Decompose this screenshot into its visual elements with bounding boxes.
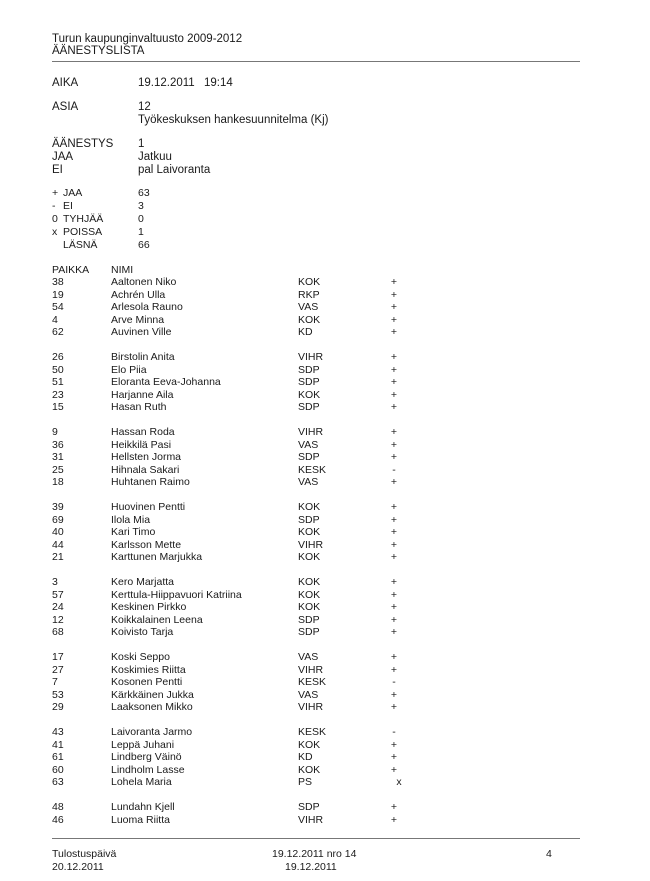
- total-value: 66: [138, 239, 150, 251]
- seat-number: 4: [52, 313, 58, 326]
- member-row: [52, 539, 552, 552]
- member-row: [52, 689, 552, 702]
- vote-mark: +: [390, 426, 398, 438]
- party: VAS: [298, 301, 319, 313]
- party: KESK: [298, 463, 327, 476]
- member-row: [52, 739, 552, 752]
- seat-number: 21: [52, 551, 64, 563]
- member-name: Kari Timo: [111, 526, 156, 538]
- member-name: Elo Piia: [111, 363, 147, 376]
- member-name: Laivoranta Jarmo: [111, 726, 193, 738]
- member-name: Auvinen Ville: [111, 326, 172, 338]
- total-label: JAA: [63, 187, 83, 199]
- ei-label: EI: [52, 164, 63, 176]
- vote-mark: +: [390, 401, 398, 413]
- member-name: Kärkkäinen Jukka: [111, 688, 194, 701]
- member-name: Huovinen Pentti: [111, 501, 186, 513]
- seat-number: 31: [52, 451, 64, 463]
- member-row: [52, 514, 552, 527]
- member-row: [52, 376, 552, 389]
- seat-number: 53: [52, 688, 64, 701]
- header-divider: [52, 61, 580, 62]
- party: KOK: [298, 763, 321, 776]
- party: SDP: [298, 376, 320, 388]
- member-name: Keskinen Pirkko: [111, 601, 187, 613]
- vote-mark: +: [390, 551, 398, 563]
- member-name: Hellsten Jorma: [111, 451, 182, 463]
- member-row: [52, 289, 552, 302]
- vote-mark: +: [390, 501, 398, 513]
- seat-number: 18: [52, 476, 64, 488]
- party: VAS: [298, 476, 319, 488]
- member-row: [52, 551, 552, 564]
- vote-mark: +: [390, 588, 398, 601]
- vote-mark: +: [390, 601, 398, 613]
- member-row: [52, 701, 552, 714]
- member-group: [52, 501, 552, 564]
- member-name: Karttunen Marjukka: [111, 551, 203, 563]
- party: KD: [298, 751, 313, 763]
- vote-mark: +: [390, 526, 398, 538]
- member-name: Eloranta Eeva-Johanna: [111, 376, 221, 388]
- aika-date: 19.12.2011: [138, 77, 195, 89]
- member-row: [52, 314, 552, 327]
- total-row: [52, 239, 252, 252]
- vote-mark: +: [390, 813, 398, 826]
- member-name: Hihnala Sakari: [111, 463, 180, 476]
- vote-mark: +: [390, 751, 398, 763]
- member-row: [52, 614, 552, 627]
- seat-number: 24: [52, 601, 64, 613]
- seat-number: 62: [52, 326, 64, 338]
- seat-number: 19: [52, 288, 64, 301]
- total-label: POISSA: [63, 226, 103, 238]
- vote-mark: +: [390, 288, 398, 301]
- vote-mark: +: [390, 276, 398, 288]
- party: VIHR: [298, 538, 324, 551]
- seat-number: 39: [52, 501, 64, 513]
- member-row: [52, 664, 552, 677]
- vote-mark: +: [390, 663, 398, 676]
- member-name: Koivisto Tarja: [111, 626, 174, 638]
- total-row: [52, 213, 252, 226]
- party: SDP: [298, 451, 320, 463]
- ei-value: pal Laivoranta: [138, 164, 211, 176]
- seat-number: 54: [52, 301, 64, 313]
- vote-mark: +: [390, 801, 398, 813]
- member-row: [52, 726, 552, 739]
- member-row: [52, 276, 552, 289]
- member-name: Kerttula-Hiippavuori Katriina: [111, 588, 242, 601]
- paikka-header: PAIKKA: [52, 264, 90, 276]
- vote-mark: +: [390, 513, 398, 526]
- party: RKP: [298, 288, 320, 301]
- member-name: Koskimies Riitta: [111, 663, 186, 676]
- member-row: [52, 676, 552, 689]
- member-group: [52, 276, 552, 339]
- vote-mark: +: [390, 738, 398, 751]
- member-name: Leppä Juhani: [111, 738, 175, 751]
- member-name: Birstolin Anita: [111, 351, 175, 363]
- jaa-value: Jatkuu: [138, 151, 172, 163]
- total-value: 3: [138, 200, 144, 212]
- seat-number: 29: [52, 701, 64, 713]
- vote-mark: +: [390, 538, 398, 551]
- seat-number: 61: [52, 751, 64, 763]
- total-value: 1: [138, 226, 144, 238]
- member-row: [52, 776, 552, 789]
- aika-time: 19:14: [204, 77, 233, 89]
- seat-number: 68: [52, 626, 64, 638]
- member-name: Arve Minna: [111, 313, 165, 326]
- party: KOK: [298, 551, 321, 563]
- party: SDP: [298, 401, 320, 413]
- member-row: [52, 389, 552, 402]
- member-row: [52, 426, 552, 439]
- vote-mark: +: [390, 613, 398, 626]
- party: SDP: [298, 613, 320, 626]
- total-sign: +: [52, 187, 59, 199]
- member-group: [52, 576, 552, 639]
- vote-mark: +: [390, 701, 398, 713]
- seat-number: 43: [52, 726, 64, 738]
- member-row: [52, 576, 552, 589]
- total-label: EI: [63, 200, 73, 212]
- vote-mark: -: [392, 463, 396, 476]
- member-row: [52, 476, 552, 489]
- member-name: Karlsson Mette: [111, 538, 182, 551]
- aika-label: AIKA: [52, 77, 79, 89]
- vote-mark: +: [390, 351, 398, 363]
- member-row: [52, 651, 552, 664]
- member-name: Laaksonen Mikko: [111, 701, 193, 713]
- vote-mark: +: [390, 301, 398, 313]
- seat-number: 9: [52, 426, 58, 438]
- total-sign: 0: [52, 213, 58, 225]
- party: KOK: [298, 601, 321, 613]
- vote-mark: +: [390, 438, 398, 451]
- member-group: [52, 426, 552, 489]
- seat-number: 27: [52, 663, 64, 676]
- party: KOK: [298, 313, 321, 326]
- seat-number: 26: [52, 351, 64, 363]
- footer-print-date: 20.12.2011: [52, 861, 104, 873]
- vote-mark: +: [390, 763, 398, 776]
- party: KOK: [298, 738, 321, 751]
- member-row: [52, 601, 552, 614]
- member-name: Arlesola Rauno: [111, 301, 183, 313]
- party: SDP: [298, 363, 320, 376]
- total-value: 0: [138, 213, 144, 225]
- party: KOK: [298, 526, 321, 538]
- total-row: [52, 200, 252, 213]
- seat-number: 46: [52, 813, 64, 826]
- member-row: [52, 439, 552, 452]
- member-row: [52, 351, 552, 364]
- total-sign: -: [52, 200, 56, 212]
- total-label: LÄSNÄ: [63, 239, 98, 251]
- party: VIHR: [298, 426, 324, 438]
- member-name: Lindholm Lasse: [111, 763, 185, 776]
- vote-mark: x: [396, 776, 402, 788]
- member-row: [52, 764, 552, 777]
- aanestys-value: 1: [138, 138, 145, 150]
- member-name: Lindberg Väinö: [111, 751, 182, 763]
- member-row: [52, 451, 552, 464]
- seat-number: 60: [52, 763, 64, 776]
- member-group: [52, 351, 552, 414]
- seat-number: 3: [52, 576, 58, 588]
- member-name: Kosonen Pentti: [111, 676, 183, 688]
- vote-mark: +: [390, 451, 398, 463]
- seat-number: 36: [52, 438, 64, 451]
- seat-number: 63: [52, 776, 64, 788]
- seat-number: 23: [52, 388, 64, 401]
- total-row: [52, 226, 252, 239]
- vote-mark: +: [390, 651, 398, 663]
- seat-number: 7: [52, 676, 58, 688]
- party: KOK: [298, 588, 321, 601]
- party: VIHR: [298, 813, 324, 826]
- footer-session: 19.12.2011 nro 14: [272, 848, 357, 860]
- party: KOK: [298, 576, 321, 588]
- party: SDP: [298, 513, 320, 526]
- party: SDP: [298, 626, 320, 638]
- seat-number: 12: [52, 613, 64, 626]
- party: VIHR: [298, 663, 324, 676]
- jaa-label: JAA: [52, 151, 74, 163]
- total-label: TYHJÄÄ: [63, 213, 104, 225]
- seat-number: 41: [52, 738, 64, 751]
- member-name: Ilola Mia: [111, 513, 151, 526]
- seat-number: 25: [52, 463, 64, 476]
- member-row: [52, 526, 552, 539]
- total-row: [52, 187, 252, 200]
- member-name: Kero Marjatta: [111, 576, 175, 588]
- footer-label: Tulostuspäivä: [52, 848, 117, 860]
- member-row: [52, 801, 552, 814]
- member-name: Aaltonen Niko: [111, 276, 177, 288]
- total-value: 63: [138, 187, 150, 199]
- party: SDP: [298, 801, 320, 813]
- member-row: [52, 589, 552, 602]
- party: VAS: [298, 651, 319, 663]
- party: VIHR: [298, 701, 324, 713]
- member-row: [52, 626, 552, 639]
- vote-mark: +: [390, 313, 398, 326]
- party: PS: [298, 776, 313, 788]
- member-group: [52, 801, 552, 826]
- member-row: [52, 364, 552, 377]
- vote-mark: -: [392, 726, 396, 738]
- seat-number: 15: [52, 401, 64, 413]
- seat-number: 50: [52, 363, 64, 376]
- vote-mark: +: [390, 576, 398, 588]
- party: KESK: [298, 726, 327, 738]
- member-row: [52, 301, 552, 314]
- member-name: Lundahn Kjell: [111, 801, 175, 813]
- member-row: [52, 814, 552, 827]
- member-row: [52, 501, 552, 514]
- member-name: Hasan Ruth: [111, 401, 167, 413]
- party: KOK: [298, 501, 321, 513]
- vote-mark: +: [390, 326, 398, 338]
- member-group: [52, 651, 552, 714]
- member-name: Huhtanen Raimo: [111, 476, 190, 488]
- member-name: Harjanne Aila: [111, 388, 174, 401]
- document-title: Turun kaupunginvaltuusto 2009-2012: [52, 33, 243, 45]
- vote-mark: +: [390, 476, 398, 488]
- member-row: [52, 464, 552, 477]
- aanestys-label: ÄÄNESTYS: [52, 138, 114, 150]
- party: KD: [298, 326, 313, 338]
- member-row: [52, 401, 552, 414]
- document-subtitle: ÄÄNESTYSLISTA: [52, 45, 145, 57]
- member-name: Achrén Ulla: [111, 288, 166, 301]
- seat-number: 48: [52, 801, 64, 813]
- seat-number: 57: [52, 588, 64, 601]
- vote-mark: +: [390, 688, 398, 701]
- member-row: [52, 326, 552, 339]
- vote-mark: +: [390, 626, 398, 638]
- seat-number: 17: [52, 651, 64, 663]
- member-name: Lohela Maria: [111, 776, 172, 788]
- party: VAS: [298, 438, 319, 451]
- party: KOK: [298, 388, 321, 401]
- page-number: 4: [546, 848, 552, 860]
- member-row: [52, 751, 552, 764]
- member-name: Heikkilä Pasi: [111, 438, 172, 451]
- member-name: Luoma Riitta: [111, 813, 170, 826]
- vote-mark: -: [392, 676, 396, 688]
- member-name: Hassan Roda: [111, 426, 175, 438]
- nimi-header: NIMI: [111, 264, 134, 276]
- asia-title: Työkeskuksen hankesuunnitelma (Kj): [138, 114, 329, 126]
- seat-number: 40: [52, 526, 64, 538]
- vote-totals: [52, 187, 252, 252]
- footer-session-date: 19.12.2011: [285, 861, 337, 873]
- footer-divider: [52, 838, 580, 839]
- member-name: Koikkalainen Leena: [111, 613, 203, 626]
- member-group: [52, 726, 552, 789]
- party: VIHR: [298, 351, 324, 363]
- party: KOK: [298, 276, 321, 288]
- total-sign: x: [52, 226, 58, 238]
- member-name: Koski Seppo: [111, 651, 170, 663]
- seat-number: 44: [52, 538, 64, 551]
- seat-number: 51: [52, 376, 64, 388]
- asia-label: ASIA: [52, 101, 79, 113]
- asia-number: 12: [138, 101, 151, 113]
- party: VAS: [298, 688, 319, 701]
- seat-number: 38: [52, 276, 64, 288]
- vote-mark: +: [390, 376, 398, 388]
- seat-number: 69: [52, 513, 64, 526]
- vote-mark: +: [390, 363, 398, 376]
- vote-mark: +: [390, 388, 398, 401]
- party: KESK: [298, 676, 327, 688]
